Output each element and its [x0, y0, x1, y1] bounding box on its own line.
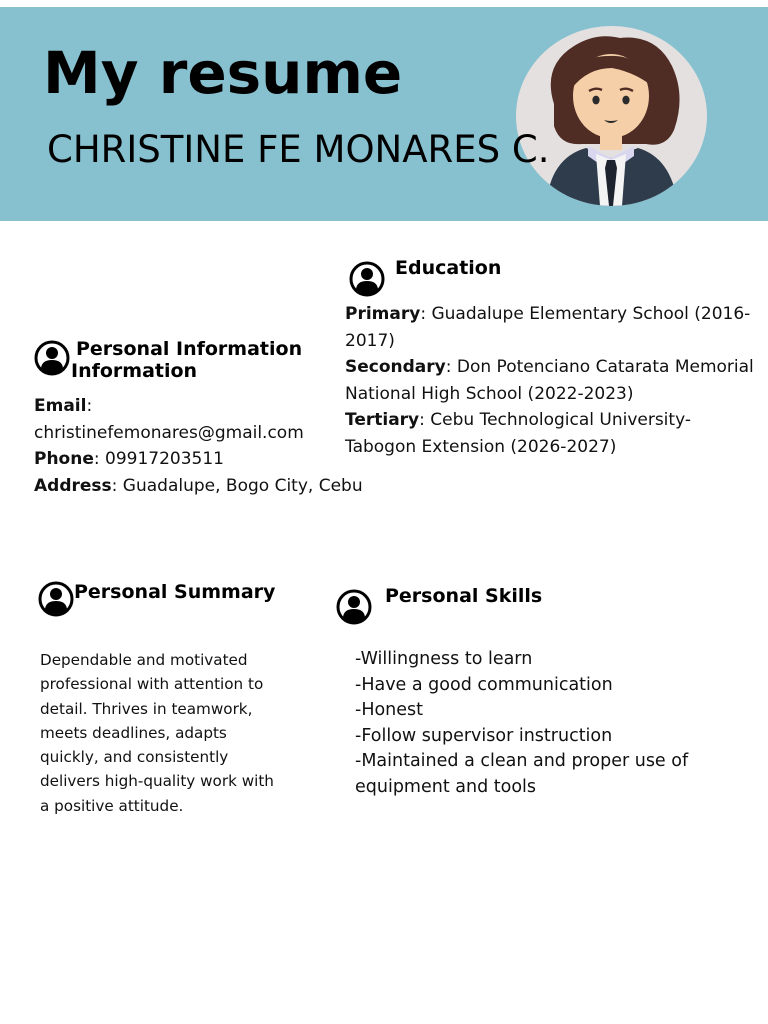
primary-value: Guadalupe Elementary School (2016-2017)	[345, 304, 751, 351]
email-row: Email:	[34, 396, 93, 416]
education-primary: Primary: Guadalupe Elementary School (2016-2017)	[345, 304, 751, 351]
education-title: Education	[395, 257, 502, 279]
candidate-name: CHRISTINE FE MONARES C.	[47, 128, 550, 171]
personal-skills-title: Personal Skills	[385, 585, 543, 607]
tertiary-value: Cebu Technological University- Tabogon Extension (2026-2027)	[345, 410, 691, 457]
personal-info-title-line2: Information	[71, 360, 198, 382]
phone-value: 09917203511	[105, 449, 224, 470]
skill-item: -Follow supervisor instruction	[355, 725, 613, 746]
personal-info-title: Personal Information	[76, 338, 303, 360]
personal-summary-title: Personal Summary	[74, 581, 276, 603]
personal-info-details	[34, 393, 363, 499]
phone-label: Phone	[34, 449, 94, 470]
address-label: Address	[34, 475, 112, 496]
primary-label: Primary	[345, 304, 421, 324]
secondary-label: Secondary	[345, 357, 446, 378]
person-icon	[38, 581, 74, 617]
skill-item: -Honest	[355, 700, 424, 721]
education-list	[345, 301, 755, 461]
education-secondary: Secondary: Don Potenciano Catarata Memorial National High School (2022-2023)	[345, 357, 754, 404]
skill-item: -Willingness to learn	[355, 649, 533, 669]
skill-item: -Have a good communication	[355, 674, 613, 695]
education-tertiary: Tertiary: Cebu Technological University- Tabogon Extension (2026-2027)	[345, 410, 691, 457]
email-value: christinefemonares@gmail.com	[34, 422, 304, 443]
secondary-value: Don Potenciano Catarata Memorial National High School (2022-2023)	[345, 357, 754, 404]
address-value: Guadalupe, Bogo City, Cebu	[122, 475, 363, 496]
email-label: Email	[34, 396, 87, 416]
address-row: Address: Guadalupe, Bogo City, Cebu	[34, 475, 363, 496]
skills-list	[355, 647, 735, 801]
resume-title: My resume	[43, 39, 403, 107]
phone-row: Phone: 09917203511	[34, 449, 224, 470]
tertiary-label: Tertiary	[345, 410, 420, 431]
skill-item: -Maintained a clean and proper use of equipment and tools	[355, 751, 689, 797]
personal-summary-text: Dependable and motivated professional with attention to detail. Thrives in teamwork, meets deadlines, adapts quickly, and consistently delivers high-quality work with a positive attitude.	[40, 651, 274, 815]
person-icon	[349, 261, 385, 297]
person-icon	[34, 340, 70, 376]
person-icon	[336, 589, 372, 625]
woman-avatar-icon	[516, 26, 707, 206]
